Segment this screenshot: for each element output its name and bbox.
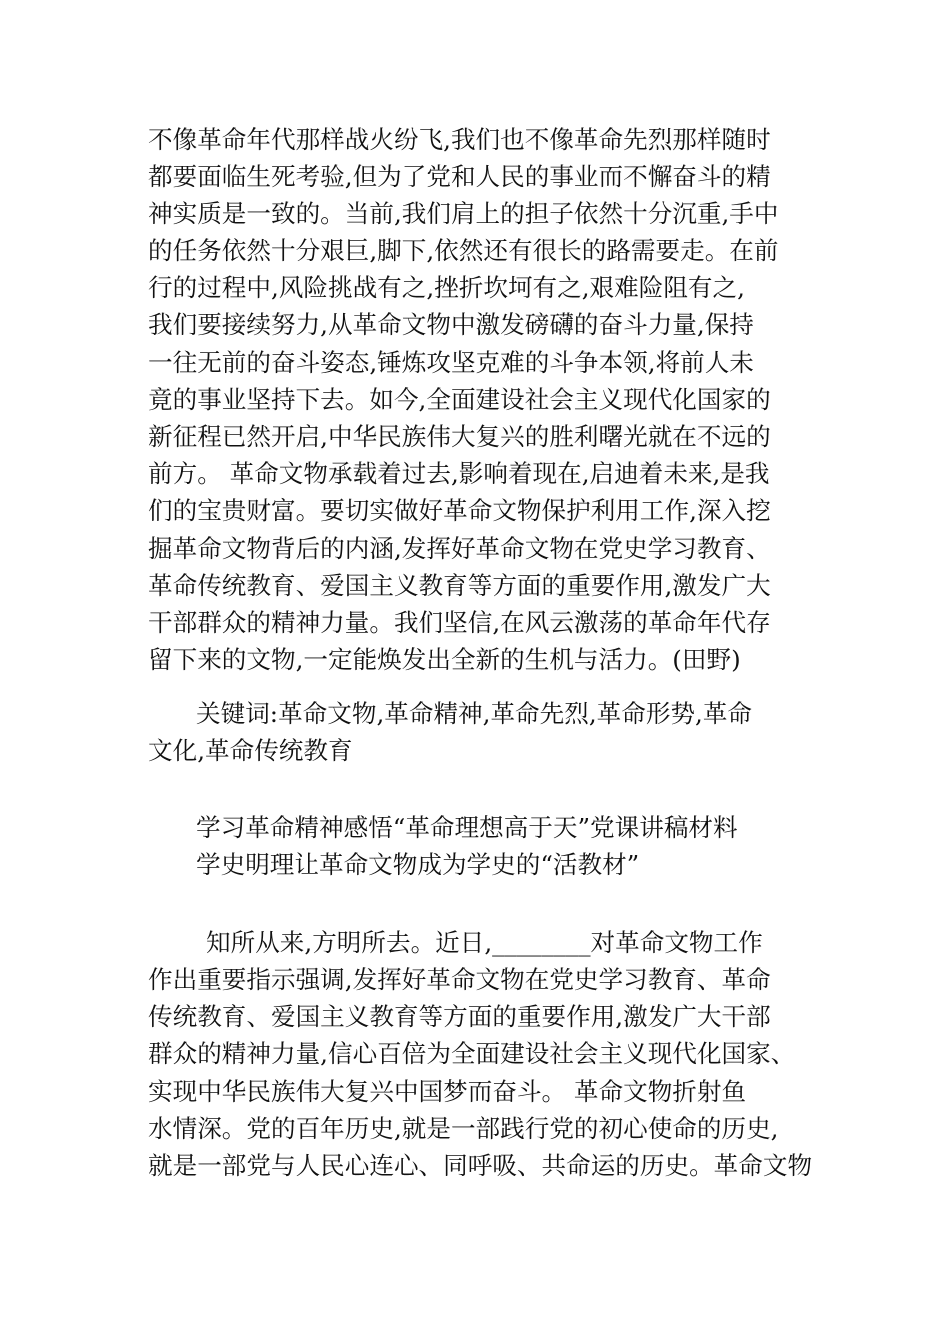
text-line: 传统教育、爱国主义教育等方面的重要作用,激发广大干部	[148, 1002, 771, 1031]
text-line: 作出重要指示强调,发挥好革命文物在党史学习教育、革命	[148, 965, 771, 994]
text-line: 水情深。党的百年历史,就是一部践行党的初心使命的历史,	[148, 1114, 779, 1143]
text-line: 知所从来,方明所去。近日,________对革命文物工作	[206, 928, 763, 957]
heading-title-2: 学史明理让革命文物成为学史的“活教材”	[196, 850, 640, 879]
text-line: 的任务依然十分艰巨,脚下,依然还有很长的路需要走。在前	[148, 236, 779, 265]
text-line: 革命传统教育、爱国主义教育等方面的重要作用,激发广大	[148, 571, 771, 600]
text-line: 行的过程中,风险挑战有之,挫折坎坷有之,艰难险阻有之,	[148, 273, 745, 302]
text-line: 我们要接续努力,从革命文物中激发磅礴的奋斗力量,保持	[148, 310, 754, 339]
text-line: 神实质是一致的。当前,我们肩上的担子依然十分沉重,手中	[148, 199, 779, 228]
text-line: 不像革命年代那样战火纷飞,我们也不像革命先烈那样随时	[148, 125, 771, 154]
heading-title-1: 学习革命精神感悟“革命理想高于天”党课讲稿材料	[196, 813, 738, 842]
keywords-line: 关键词:革命文物,革命精神,革命先烈,革命形势,革命	[196, 699, 753, 728]
text-line: 竟的事业坚持下去。如今,全面建设社会主义现代化国家的	[148, 385, 771, 414]
text-line: 掘革命文物背后的内涵,发挥好革命文物在党史学习教育、	[148, 534, 771, 563]
text-line: 干部群众的精神力量。我们坚信,在风云激荡的革命年代存	[148, 608, 771, 637]
text-line: 群众的精神力量,信心百倍为全面建设社会主义现代化国家、	[148, 1039, 796, 1068]
text-line: 留下来的文物,一定能焕发出全新的生机与活力。(田野)	[148, 645, 741, 674]
text-line: 们的宝贵财富。要切实做好革命文物保护利用工作,深入挖	[148, 496, 771, 525]
keywords-line: 文化,革命传统教育	[148, 736, 353, 765]
text-line: 一往无前的奋斗姿态,锤炼攻坚克难的斗争本领,将前人未	[148, 348, 754, 377]
text-line: 新征程已然开启,中华民族伟大复兴的胜利曙光就在不远的	[148, 422, 771, 451]
text-line: 就是一部党与人民心连心、同呼吸、共命运的历史。革命文物	[148, 1151, 813, 1180]
text-line: 都要面临生死考验,但为了党和人民的事业而不懈奋斗的精	[148, 162, 771, 191]
text-line: 实现中华民族伟大复兴中国梦而奋斗。 革命文物折射鱼	[148, 1077, 747, 1106]
text-line: 前方。 革命文物承载着过去,影响着现在,启迪着未来,是我	[148, 459, 770, 488]
